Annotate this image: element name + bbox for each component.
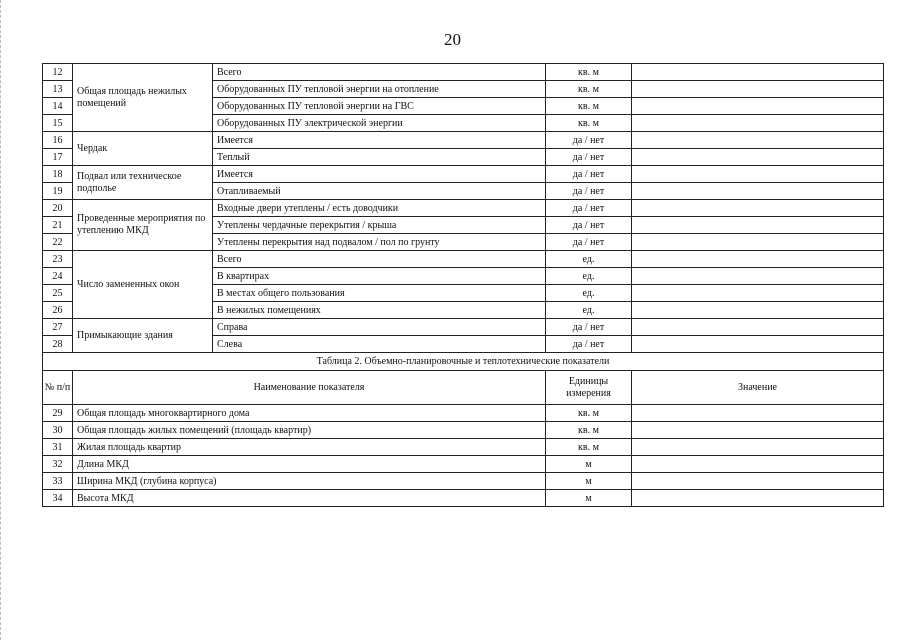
- table2-caption-row: [43, 353, 884, 371]
- indicator-name: Оборудованных ПУ тепловой энергии на отопление: [213, 81, 546, 98]
- row-number: 18: [43, 166, 73, 183]
- group-label: Проведенные мероприятия по утеплению МКД: [73, 200, 213, 251]
- value-cell[interactable]: [632, 336, 884, 353]
- row-number: 26: [43, 302, 73, 319]
- value-cell[interactable]: [632, 81, 884, 98]
- indicators-table: [42, 63, 884, 507]
- value-cell[interactable]: [632, 439, 884, 456]
- indicator-name: Жилая площадь квартир: [73, 439, 546, 456]
- value-cell[interactable]: [632, 251, 884, 268]
- row-number: 21: [43, 217, 73, 234]
- unit-cell: ед.: [546, 302, 632, 319]
- row-number: 14: [43, 98, 73, 115]
- unit-cell: да / нет: [546, 166, 632, 183]
- table-row: [43, 132, 884, 149]
- table-row: [43, 251, 884, 268]
- value-cell[interactable]: [632, 217, 884, 234]
- table-row: [43, 439, 884, 456]
- unit-cell: да / нет: [546, 149, 632, 166]
- unit-cell: кв. м: [546, 81, 632, 98]
- unit-cell: кв. м: [546, 405, 632, 422]
- unit-cell: м: [546, 473, 632, 490]
- unit-cell: ед.: [546, 285, 632, 302]
- indicator-name: В нежилых помещениях: [213, 302, 546, 319]
- unit-cell: да / нет: [546, 336, 632, 353]
- value-cell[interactable]: [632, 234, 884, 251]
- value-cell[interactable]: [632, 422, 884, 439]
- row-number: 34: [43, 490, 73, 507]
- row-number: 32: [43, 456, 73, 473]
- value-cell[interactable]: [632, 302, 884, 319]
- indicator-name: Всего: [213, 64, 546, 81]
- table-row: [43, 319, 884, 336]
- table-row: [43, 490, 884, 507]
- indicator-name: Высота МКД: [73, 490, 546, 507]
- indicator-name: В местах общего пользования: [213, 285, 546, 302]
- value-cell[interactable]: [632, 132, 884, 149]
- value-cell[interactable]: [632, 166, 884, 183]
- row-number: 30: [43, 422, 73, 439]
- row-number: 28: [43, 336, 73, 353]
- indicator-name: Утеплены чердачные перекрытия / крыша: [213, 217, 546, 234]
- row-number: 27: [43, 319, 73, 336]
- page-number: 20: [444, 30, 461, 49]
- value-cell[interactable]: [632, 98, 884, 115]
- value-cell[interactable]: [632, 64, 884, 81]
- row-number: 33: [43, 473, 73, 490]
- header-unit: Единицы измерения: [546, 371, 632, 405]
- unit-cell: кв. м: [546, 98, 632, 115]
- unit-cell: да / нет: [546, 183, 632, 200]
- row-number: 16: [43, 132, 73, 149]
- unit-cell: кв. м: [546, 115, 632, 132]
- group-label: Число замененных окон: [73, 251, 213, 319]
- group-label: Чердак: [73, 132, 213, 166]
- table-row: [43, 456, 884, 473]
- table-row: [43, 64, 884, 81]
- indicator-name: Утеплены перекрытия над подвалом / пол по грунту: [213, 234, 546, 251]
- unit-cell: м: [546, 456, 632, 473]
- value-cell[interactable]: [632, 319, 884, 336]
- unit-cell: да / нет: [546, 132, 632, 149]
- table2-caption: Таблица 2. Объемно-планировочные и теплотехнические показатели: [43, 353, 884, 371]
- indicator-name: Длина МКД: [73, 456, 546, 473]
- header-value: Значение: [632, 371, 884, 405]
- row-number: 15: [43, 115, 73, 132]
- table2-header-row: [43, 371, 884, 405]
- unit-cell: м: [546, 490, 632, 507]
- value-cell[interactable]: [632, 268, 884, 285]
- table-row: [43, 422, 884, 439]
- indicator-name: Ширина МКД (глубина корпуса): [73, 473, 546, 490]
- row-number: 19: [43, 183, 73, 200]
- value-cell[interactable]: [632, 115, 884, 132]
- table-row: [43, 200, 884, 217]
- value-cell[interactable]: [632, 200, 884, 217]
- header-name: Наименование показателя: [73, 371, 546, 405]
- unit-cell: да / нет: [546, 200, 632, 217]
- group-label: Подвал или техническое подполье: [73, 166, 213, 200]
- value-cell[interactable]: [632, 285, 884, 302]
- indicator-name: Оборудованных ПУ тепловой энергии на ГВС: [213, 98, 546, 115]
- row-number: 20: [43, 200, 73, 217]
- indicator-name: Отапливаемый: [213, 183, 546, 200]
- indicator-name: Слева: [213, 336, 546, 353]
- unit-cell: кв. м: [546, 64, 632, 81]
- indicator-name: В квартирах: [213, 268, 546, 285]
- indicator-name: Общая площадь многоквартирного дома: [73, 405, 546, 422]
- value-cell[interactable]: [632, 183, 884, 200]
- unit-cell: ед.: [546, 251, 632, 268]
- unit-cell: да / нет: [546, 319, 632, 336]
- unit-cell: ед.: [546, 268, 632, 285]
- value-cell[interactable]: [632, 405, 884, 422]
- indicator-name: Общая площадь жилых помещений (площадь квартир): [73, 422, 546, 439]
- group-label: Общая площадь нежилых помещений: [73, 64, 213, 132]
- unit-cell: да / нет: [546, 234, 632, 251]
- indicator-name: Оборудованных ПУ электрической энергии: [213, 115, 546, 132]
- scan-edge: [0, 0, 3, 640]
- value-cell[interactable]: [632, 149, 884, 166]
- indicator-name: Имеется: [213, 132, 546, 149]
- indicator-name: Имеется: [213, 166, 546, 183]
- unit-cell: кв. м: [546, 422, 632, 439]
- indicator-name: Входные двери утеплены / есть доводчики: [213, 200, 546, 217]
- table-row: [43, 473, 884, 490]
- row-number: 31: [43, 439, 73, 456]
- row-number: 25: [43, 285, 73, 302]
- value-cell[interactable]: [632, 456, 884, 473]
- indicator-name: Справа: [213, 319, 546, 336]
- row-number: 13: [43, 81, 73, 98]
- group-label: Примыкающие здания: [73, 319, 213, 353]
- row-number: 12: [43, 64, 73, 81]
- row-number: 24: [43, 268, 73, 285]
- value-cell[interactable]: [632, 490, 884, 507]
- indicator-name: Всего: [213, 251, 546, 268]
- value-cell[interactable]: [632, 473, 884, 490]
- table-row: [43, 166, 884, 183]
- indicator-name: Теплый: [213, 149, 546, 166]
- unit-cell: да / нет: [546, 217, 632, 234]
- header-num: № п/п: [43, 371, 73, 405]
- row-number: 29: [43, 405, 73, 422]
- row-number: 23: [43, 251, 73, 268]
- table-row: [43, 405, 884, 422]
- row-number: 22: [43, 234, 73, 251]
- row-number: 17: [43, 149, 73, 166]
- unit-cell: кв. м: [546, 439, 632, 456]
